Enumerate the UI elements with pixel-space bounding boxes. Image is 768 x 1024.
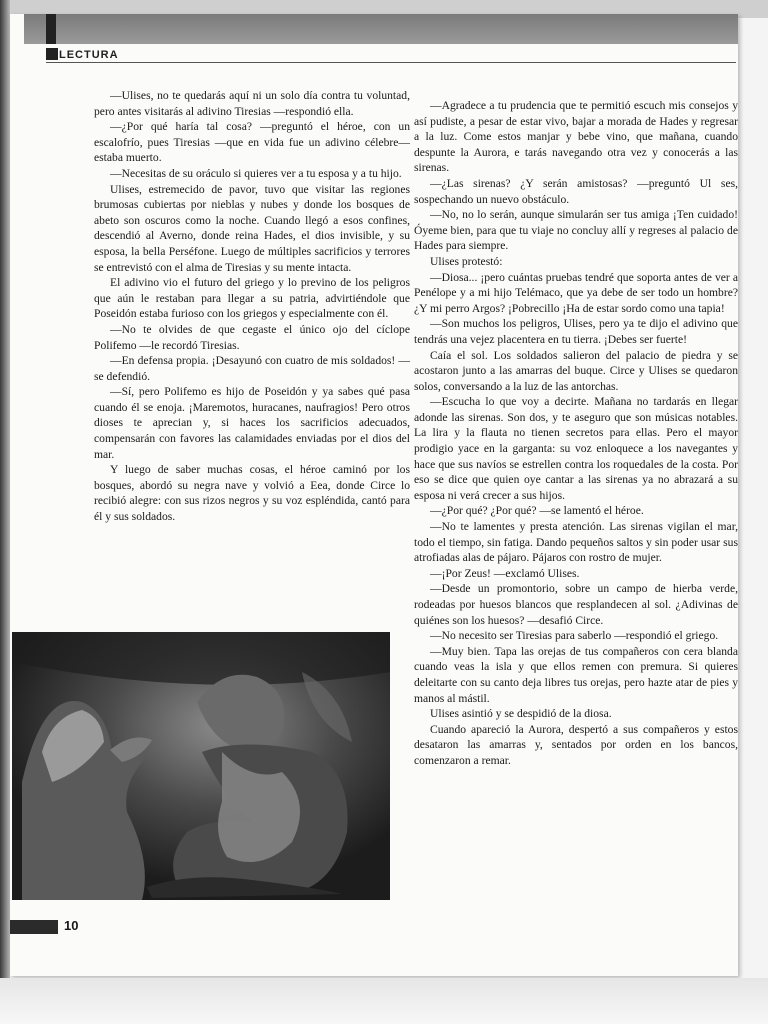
paragraph: —Agradece a tu prudencia que te permitió escuch mis consejos y así pudiste, a pesar de estar vivo, bajar a morada de Hades y regresar a la luz. Come estos manjar y bebe vino, que mañana, cuando despunte la Aurora, e tarás navegando otra vez y conocerás a las sirenas. bbox=[414, 99, 738, 175]
paragraph: —Son muchos los peligros, Ulises, pero ya te dijo el adivino que tendrás una vejez placentera en tu tierra. ¡Debes ser fuerte! bbox=[414, 317, 738, 346]
header-band bbox=[24, 14, 738, 44]
section-marker-icon bbox=[46, 48, 58, 60]
footer-bar bbox=[10, 920, 58, 934]
header-band-accent bbox=[46, 14, 56, 44]
paragraph: —Sí, pero Polifemo es hijo de Poseidón y ya sabes qué pasa cuando él se enoja. ¡Maremotos, huracanes, naufragios! Pero otros dioses te aprecian y, si haces los sacrificios adecuados, compensarán con favores las calamidades enviadas por el dios del mar. bbox=[94, 385, 410, 461]
paragraph: —¡Por Zeus! —exclamó Ulises. bbox=[430, 566, 580, 580]
section-label-text: LECTURA bbox=[59, 49, 119, 61]
paragraph: —Desde un promontorio, sobre un campo de hierba verde, rodeadas por huesos blancos que resplandecen al sol. ¿Adivinas de quiénes son los huesos? —desafió Circe. bbox=[414, 582, 738, 627]
book-spine-shadow bbox=[0, 0, 10, 1024]
left-text-column bbox=[94, 88, 410, 525]
illustration-tiresias-and-ulises bbox=[12, 632, 390, 900]
paragraph: Ulises protestó: bbox=[430, 254, 503, 268]
scan-bottom-edge bbox=[0, 978, 768, 1024]
paragraph: —Muy bien. Tapa las orejas de tus compañeros con cera blanda cuando veas la isla y que ellos remen con premura. Si quieres deleitarte con su canto deja libres tus orejas, pero hazte atar de pies y manos al mástil. bbox=[414, 644, 738, 705]
paragraph: —¿Las sirenas? ¿Y serán amistosas? —preguntó Ul ses, sospechando un nuevo obstáculo. bbox=[414, 176, 738, 206]
paragraph: Ulises asintió y se despidió de la diosa. bbox=[430, 707, 612, 721]
paragraph: —Diosa... ¡pero cuántas pruebas tendré que soporta antes de ver a Penélope y a mi hijo Telémaco, que ya debe de ser todo un hombre? ¿Y mi perro Argos? ¡Pobrecillo ¡Ha de estar sordo como una tapia! bbox=[414, 270, 738, 315]
header-rule bbox=[46, 62, 736, 63]
paragraph: Caía el sol. Los soldados salieron del palacio de piedra y se acostaron junto a las amarras del buque. Circe y Ulises se quedaron solos, conversando a la luz de las antorchas. bbox=[414, 348, 738, 393]
paragraph: —¿Por qué? ¿Por qué? —se lamentó el héroe. bbox=[430, 504, 644, 518]
section-label bbox=[46, 48, 119, 61]
illustration-art bbox=[12, 632, 390, 900]
paragraph: —No necesito ser Tiresias para saberlo —respondió el griego. bbox=[430, 629, 719, 643]
paragraph: —No, no lo serán, aunque simularán ser tus amiga ¡Ten cuidado! Óyeme bien, para que tu viaje no concluy allí y regreses al palacio de Hades para siempre. bbox=[414, 208, 738, 253]
paragraph: —¿Por qué haría tal cosa? —preguntó el héroe, con un escalofrío, pues Tiresias —que en vida fue un adivino célebre— estaba muerto. bbox=[94, 120, 410, 165]
paragraph: Ulises, estremecido de pavor, tuvo que visitar las regiones brumosas cubiertas por nieblas y nubes y donde los bosques de abeto son oscuros como la noche. Cuando llegó a esos confines, descendió al Averno, donde reina Hades, el dios invisible, y su esposa, la bella Perséfone. Luego de múltiples sacrificios y terrores se entrevistó con el alma de Tiresias y su mente intacta. bbox=[94, 182, 410, 274]
paragraph: —Ulises, no te quedarás aquí ni un solo día contra tu voluntad, pero antes visitarás al adivino Tiresias —respondió ella. bbox=[94, 89, 410, 118]
paragraph: —No te lamentes y presta atención. Las sirenas vigilan el mar, todo el tiempo, sin fatiga. Dando pequeños saltos y sin poder usar sus atrofiadas alas de pájaro. Pájaros con rostro de mujer. bbox=[414, 520, 738, 565]
paragraph: —No te olvides de que cegaste el único ojo del cíclope Polifemo —le recordó Tiresias. bbox=[94, 322, 410, 352]
paragraph: Y luego de saber muchas cosas, el héroe caminó por los bosques, abordó su negra nave y volvió a Eea, donde Circe lo recibió alegre: con sus rizos negros y su voz espléndida, cantó para él y sus soldados. bbox=[94, 463, 410, 524]
paragraph: Cuando apareció la Aurora, despertó a sus compañeros y estos desataron las amarras y, sentados por orden en los bancos, comenzaron a remar. bbox=[414, 722, 738, 767]
right-text-column bbox=[414, 98, 738, 769]
paragraph: —Escucha lo que voy a decirte. Mañana no tardarás en llegar adonde las sirenas. Son dos, y te aseguro que son músicas notables. La lira y la flauta no tienen secretos para ellas. Pero el mayor prodigio yace en la garganta: su voz enloquece a los navegantes y hace que sus navíos se estrellen contra los roquedales de la costa. Por eso se dice que quien oye cantar a las sirenas ya no abrazará a su esposa ni verá crecer a sus hijos. bbox=[414, 395, 738, 502]
paragraph: El adivino vio el futuro del griego y lo previno de los peligros que aún le restaban para llegar a su patria, advirtiéndole que Poseidón estaba furioso con los griegos y especialmente con él. bbox=[94, 276, 410, 321]
paragraph: —Necesitas de su oráculo si quieres ver a tu esposa y a tu hijo. bbox=[110, 166, 402, 180]
paragraph: —En defensa propia. ¡Desayunó con cuatro de mis soldados! —se defendió. bbox=[94, 354, 410, 383]
page-number: 10 bbox=[64, 918, 79, 933]
